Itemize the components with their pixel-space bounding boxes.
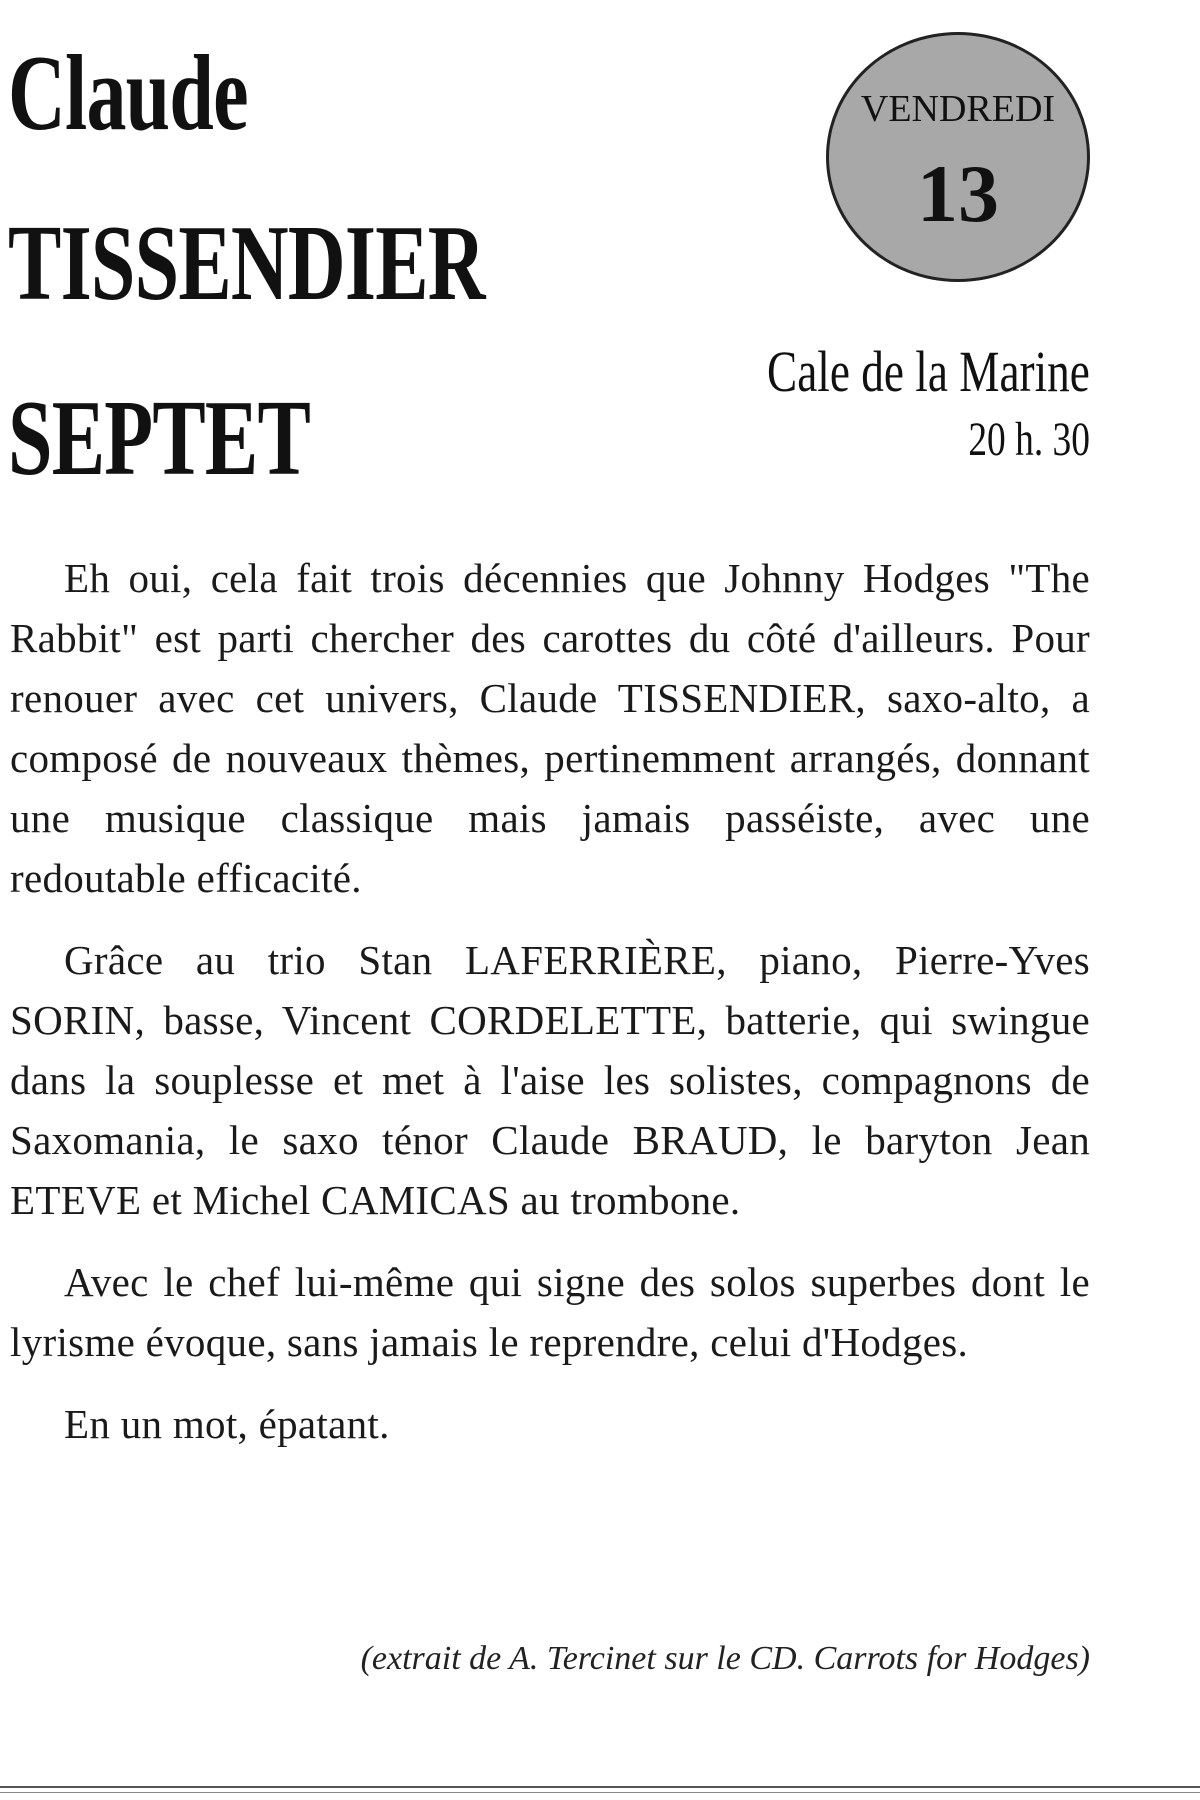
- badge-day: VENDREDI: [860, 88, 1056, 130]
- source-credit: (extrait de A. Tercinet sur le CD. Carrots for Hodges): [360, 1640, 1090, 1677]
- event-venue: Cale de la Marine: [767, 339, 1090, 404]
- paragraph-1: Eh oui, cela fait trois décennies que Johnny Hodges "The Rabbit" est parti chercher des carottes du côté d'ailleurs. Pour renouer avec cet univers, Claude TISSENDIER, saxo-alto, a composé de nouveaux thèmes, pertinemment arrangés, donnant une musique classique mais jamais passéiste, avec une redoutable efficacité.: [10, 555, 1090, 901]
- paragraph-4: En un mot, épatant.: [64, 1401, 390, 1447]
- title-ensemble: SEPTET: [8, 379, 311, 498]
- article-body: [10, 548, 1090, 1476]
- paragraph-2: Grâce au trio Stan LAFERRIÈRE, piano, Pierre-Yves SORIN, basse, Vincent CORDELETTE, batterie, qui swingue dans la souplesse et met à l'aise les solistes, compagnons de Saxomania, le saxo ténor Claude BRAUD, le baryton Jean ETEVE et Michel CAMICAS au trombone.: [10, 937, 1090, 1223]
- event-time: 20 h. 30: [968, 413, 1090, 466]
- bottom-divider: [0, 1786, 1200, 1788]
- date-badge: [826, 32, 1090, 282]
- title-last-name: TISSENDIER: [8, 204, 485, 323]
- bottom-divider-thin: [0, 1792, 1200, 1793]
- title-first-name: Claude: [8, 34, 248, 153]
- paragraph-3: Avec le chef lui-même qui signe des solos superbes dont le lyrisme évoque, sans jamais le reprendre, celui d'Hodges.: [10, 1259, 1090, 1365]
- badge-date: 13: [917, 148, 999, 239]
